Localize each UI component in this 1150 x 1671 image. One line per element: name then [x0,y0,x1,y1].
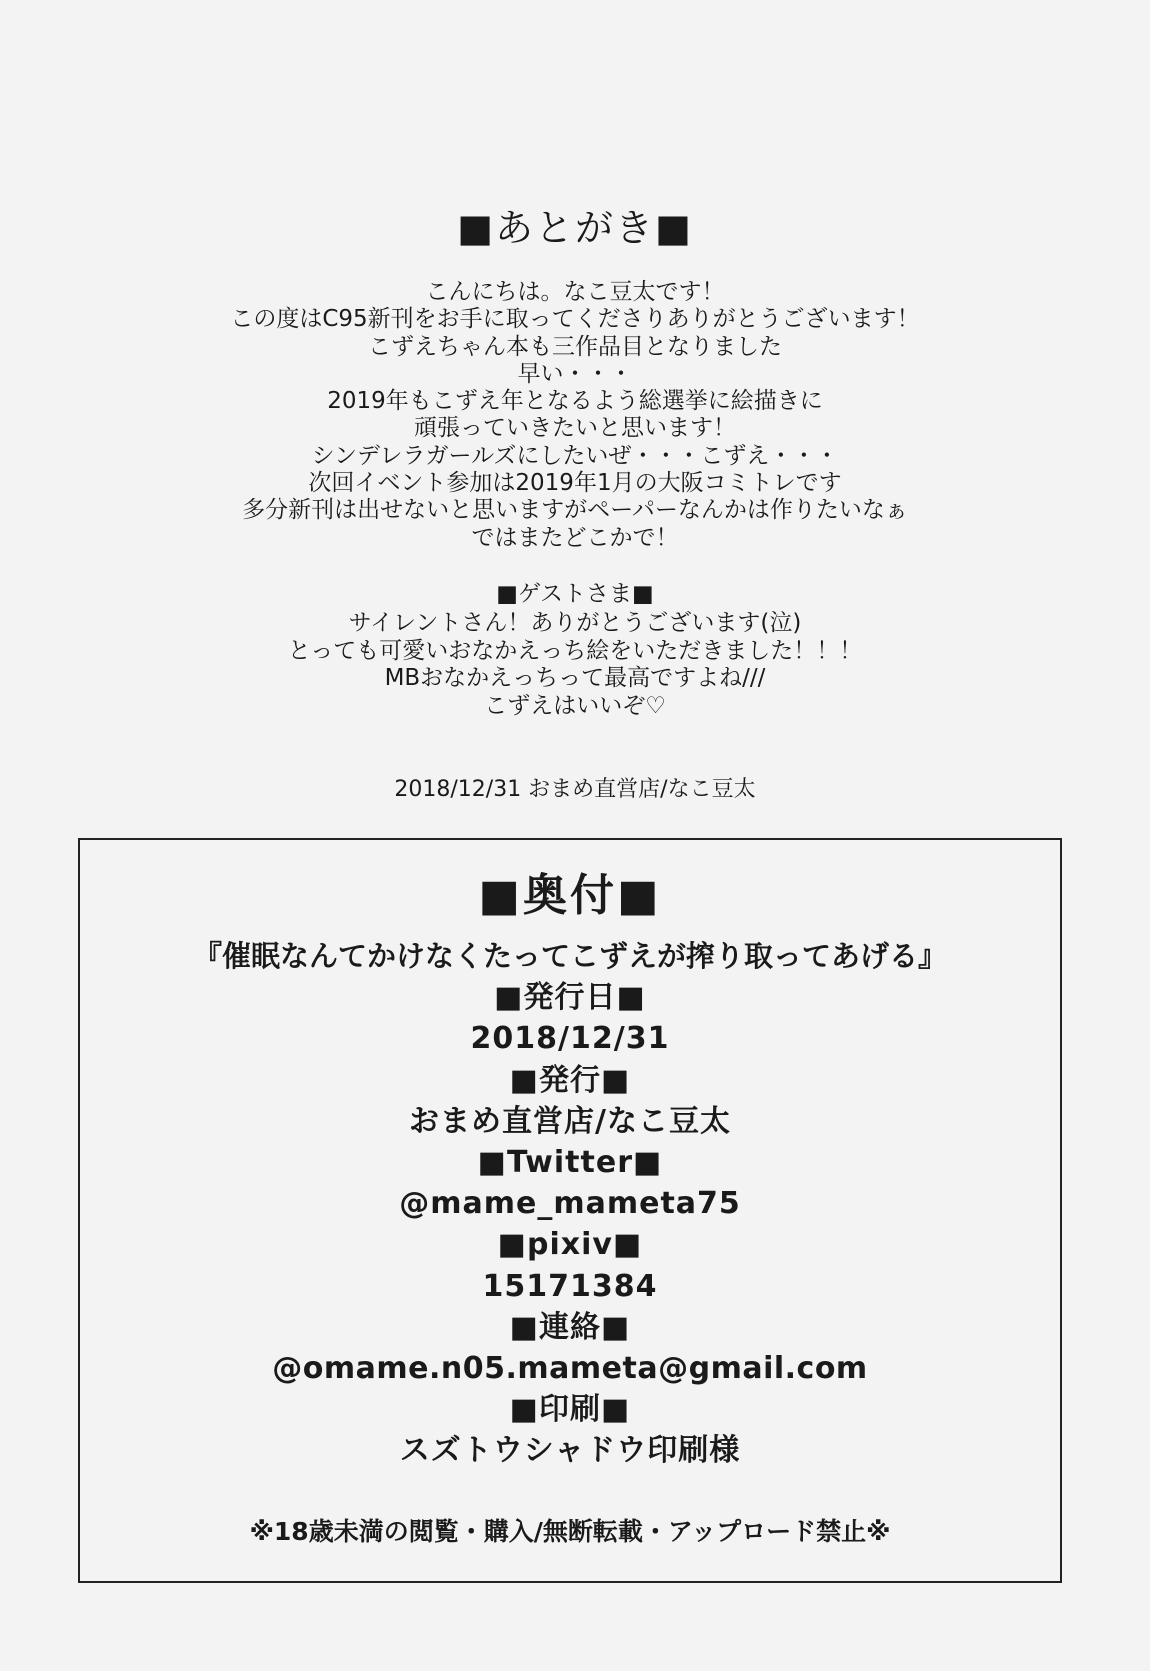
afterword-line: 早い・・・ [517,360,633,387]
printer-heading: ■印刷■ [509,1392,631,1428]
guest-line: とっても可愛いおなかえっち絵をいただきました！！！ [287,637,863,664]
guest-body [0,610,1150,720]
contact-heading: ■連絡■ [509,1309,631,1345]
afterword-line: 頑張っていきたいと思います！ [414,415,736,442]
guest-title: ■ゲストさま■ [496,581,654,607]
afterword-line: 次回イベント参加は2019年1月の大阪コミトレです [308,470,842,497]
contact-email: @omame.n05.mameta@gmail.com [272,1350,868,1386]
afterword-line: 多分新刊は出せないと思いますがペーパーなんかは作りたいなぁ [242,497,908,524]
pixiv-id: 15171384 [482,1268,658,1304]
guest-line: サイレントさん！ありがとうございます(泣) [348,610,802,636]
afterword-line: こずえちゃん本も三作品目となりました [368,333,782,360]
publisher-heading: ■発行■ [509,1062,631,1098]
publisher-value: おまめ直営店/なこ豆太 [409,1103,731,1139]
date-heading: ■発行日■ [494,980,646,1016]
age-warning: ※18歳未満の閲覧・購入/無断転載・アップロード禁止※ [249,1517,891,1546]
colophon-box [78,838,1062,1583]
afterword-line: ではまたどこかで！ [471,524,679,551]
signature: 2018/12/31 おまめ直営店/なこ豆太 [394,777,756,802]
pixiv-heading: ■pixiv■ [497,1227,643,1263]
twitter-heading: ■Twitter■ [477,1144,663,1180]
date-value: 2018/12/31 [470,1021,670,1057]
afterword-line: この度はC95新刊をお手に取ってくださりありがとうございます！ [230,306,920,333]
afterword-body [0,279,1150,552]
guest-line: MBおなかえっちって最高ですよね/// [384,665,766,691]
twitter-handle: @mame_mameta75 [399,1186,741,1222]
colophon-list [80,936,1060,1471]
afterword-line: シンデレラガールズにしたいぜ・・・こずえ・・・ [311,442,839,469]
book-title: 『催眠なんてかけなくたってこずえが搾り取ってあげる』 [192,939,947,973]
afterword-line: こんにちは。なこ豆太です！ [425,279,725,305]
afterword-title: ■あとがき■ [457,206,693,250]
printer-value: スズトウシャドウ印刷様 [399,1433,741,1469]
colophon-title: ■奥付■ [478,870,662,921]
guest-line: こずえはいいぞ♡ [484,692,666,719]
afterword-line: 2019年もこずえ年となるよう総選挙に絵描きに [327,388,823,415]
